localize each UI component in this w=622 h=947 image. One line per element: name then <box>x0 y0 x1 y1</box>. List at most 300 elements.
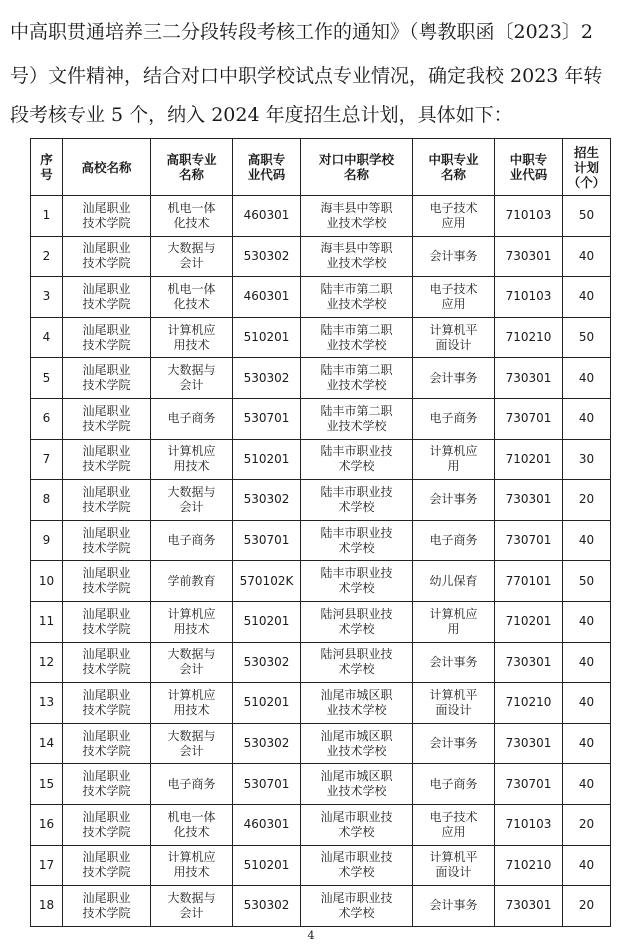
cell-text: 530302 <box>243 898 290 913</box>
cell-text: 汕尾职业 技术学院 <box>82 606 131 636</box>
cell-higher-major-code <box>233 480 301 521</box>
cell-seq-no <box>31 642 63 683</box>
cell-text: 730701 <box>505 411 552 426</box>
cell-college-name <box>63 277 151 318</box>
cell-text: 计算机平 面设计 <box>429 322 478 352</box>
cell-secondary-major-name <box>413 520 495 561</box>
cell-higher-major-code <box>233 683 301 724</box>
cell-college-name <box>63 886 151 927</box>
cell-text: 汕尾职业 技术学院 <box>82 566 131 596</box>
cell-secondary-major-code <box>495 683 563 724</box>
cell-higher-major-name <box>151 601 233 642</box>
cell-text: 陆丰市第二职 业技术学校 <box>320 281 393 311</box>
cell-text: 730701 <box>505 776 552 791</box>
cell-text: 陆丰市职业技 术学校 <box>320 566 393 596</box>
header-higher-major-code <box>233 139 301 196</box>
cell-text: 电子商务 <box>167 776 216 791</box>
cell-secondary-major-name <box>413 683 495 724</box>
cell-secondary-school-name <box>301 480 413 521</box>
cell-seq-no <box>31 398 63 439</box>
page-number: 4 <box>307 929 315 942</box>
cell-secondary-major-name <box>413 236 495 277</box>
cell-seq-no <box>31 845 63 886</box>
cell-text: 730701 <box>505 533 552 548</box>
cell-text: 40 <box>578 776 595 791</box>
cell-seq-no <box>31 561 63 602</box>
cell-higher-major-name <box>151 683 233 724</box>
header-label: 对口中职学校 名称 <box>318 152 394 182</box>
cell-text: 730301 <box>505 736 552 751</box>
cell-secondary-major-code <box>495 358 563 399</box>
header-secondary-major-name <box>413 139 495 196</box>
cell-seq-no <box>31 601 63 642</box>
cell-text: 460301 <box>243 208 290 223</box>
cell-higher-major-code <box>233 439 301 480</box>
table-row <box>31 439 611 480</box>
cell-seq-no <box>31 683 63 724</box>
cell-enrollment-quota <box>563 601 611 642</box>
cell-enrollment-quota <box>563 480 611 521</box>
cell-higher-major-code <box>233 317 301 358</box>
cell-text: 电子技术 应用 <box>429 200 478 230</box>
cell-text: 50 <box>578 330 595 345</box>
cell-text: 5 <box>42 370 51 385</box>
table-row <box>31 601 611 642</box>
cell-text: 机电一体 化技术 <box>167 281 216 311</box>
cell-higher-major-name <box>151 317 233 358</box>
cell-text: 计算机平 面设计 <box>429 850 478 880</box>
cell-text: 电子商务 <box>167 533 216 548</box>
cell-text: 大数据与 会计 <box>167 241 216 271</box>
cell-secondary-major-code <box>495 236 563 277</box>
cell-text: 汕尾市城区职 业技术学校 <box>320 728 393 758</box>
cell-higher-major-code <box>233 236 301 277</box>
table-body <box>31 196 611 927</box>
cell-enrollment-quota <box>563 764 611 805</box>
cell-text: 530302 <box>243 370 290 385</box>
cell-text: 730301 <box>505 492 552 507</box>
cell-text: 510201 <box>243 330 290 345</box>
cell-enrollment-quota <box>563 561 611 602</box>
cell-text: 陆丰市第二职 业技术学校 <box>320 322 393 352</box>
cell-text: 530302 <box>243 736 290 751</box>
cell-text: 530701 <box>243 411 290 426</box>
cell-text: 汕尾市职业技 术学校 <box>320 850 393 880</box>
cell-secondary-major-code <box>495 398 563 439</box>
cell-secondary-school-name <box>301 196 413 237</box>
cell-text: 汕尾职业 技术学院 <box>82 850 131 880</box>
cell-text: 海丰县中等职 业技术学校 <box>320 241 393 271</box>
cell-higher-major-name <box>151 723 233 764</box>
table-row <box>31 683 611 724</box>
cell-college-name <box>63 480 151 521</box>
cell-text: 陆丰市职业技 术学校 <box>320 484 393 514</box>
cell-higher-major-code <box>233 196 301 237</box>
cell-text: 2 <box>42 248 51 263</box>
cell-secondary-school-name <box>301 317 413 358</box>
cell-college-name <box>63 520 151 561</box>
cell-seq-no <box>31 764 63 805</box>
cell-text: 12 <box>38 654 55 669</box>
cell-higher-major-name <box>151 480 233 521</box>
cell-college-name <box>63 439 151 480</box>
cell-text: 710103 <box>505 817 552 832</box>
cell-text: 530701 <box>243 776 290 791</box>
cell-text: 幼儿保育 <box>429 573 478 588</box>
cell-text: 机电一体 化技术 <box>167 200 216 230</box>
cell-higher-major-name <box>151 642 233 683</box>
cell-text: 陆丰市第二职 业技术学校 <box>320 403 393 433</box>
cell-text: 3 <box>42 289 51 304</box>
cell-secondary-major-name <box>413 764 495 805</box>
table-row <box>31 764 611 805</box>
cell-text: 40 <box>578 533 595 548</box>
header-label: 招生 计划 （个） <box>567 144 606 190</box>
body-paragraph-line-3: 段考核专业 5 个，纳入 2024 年度招生总计划，具体如下： <box>10 105 513 126</box>
cell-text: 15 <box>38 776 55 791</box>
cell-text: 大数据与 会计 <box>167 890 216 920</box>
cell-text: 20 <box>578 817 595 832</box>
cell-text: 8 <box>42 492 51 507</box>
cell-text: 13 <box>38 695 55 710</box>
cell-text: 460301 <box>243 817 290 832</box>
cell-text: 11 <box>38 614 55 629</box>
cell-text: 530302 <box>243 492 290 507</box>
cell-text: 530701 <box>243 533 290 548</box>
table-row <box>31 642 611 683</box>
cell-enrollment-quota <box>563 520 611 561</box>
cell-text: 汕尾职业 技术学院 <box>82 281 131 311</box>
cell-secondary-major-code <box>495 196 563 237</box>
cell-text: 会计事务 <box>429 654 478 669</box>
cell-text: 电子商务 <box>429 411 478 426</box>
cell-higher-major-code <box>233 277 301 318</box>
cell-text: 陆丰市职业技 术学校 <box>320 525 393 555</box>
cell-text: 6 <box>42 411 51 426</box>
cell-seq-no <box>31 886 63 927</box>
cell-higher-major-name <box>151 764 233 805</box>
cell-text: 计算机应 用技术 <box>167 322 216 352</box>
cell-text: 40 <box>578 370 595 385</box>
cell-higher-major-code <box>233 642 301 683</box>
cell-secondary-major-name <box>413 601 495 642</box>
cell-seq-no <box>31 236 63 277</box>
cell-text: 40 <box>578 857 595 872</box>
cell-higher-major-code <box>233 886 301 927</box>
cell-higher-major-name <box>151 196 233 237</box>
cell-secondary-school-name <box>301 683 413 724</box>
cell-text: 710210 <box>505 695 552 710</box>
cell-text: 570102K <box>239 573 294 588</box>
cell-text: 汕尾职业 技术学院 <box>82 403 131 433</box>
cell-college-name <box>63 358 151 399</box>
table-row <box>31 520 611 561</box>
cell-secondary-school-name <box>301 764 413 805</box>
table-row <box>31 886 611 927</box>
cell-enrollment-quota <box>563 845 611 886</box>
cell-text: 大数据与 会计 <box>167 484 216 514</box>
cell-secondary-major-name <box>413 804 495 845</box>
cell-enrollment-quota <box>563 683 611 724</box>
cell-text: 730301 <box>505 898 552 913</box>
cell-text: 50 <box>578 573 595 588</box>
cell-text: 710210 <box>505 330 552 345</box>
cell-text: 4 <box>42 330 51 345</box>
cell-text: 710103 <box>505 289 552 304</box>
cell-secondary-school-name <box>301 561 413 602</box>
cell-text: 海丰县中等职 业技术学校 <box>320 200 393 230</box>
table-row <box>31 236 611 277</box>
cell-seq-no <box>31 804 63 845</box>
cell-text: 汕尾职业 技术学院 <box>82 647 131 677</box>
cell-seq-no <box>31 723 63 764</box>
cell-text: 40 <box>578 695 595 710</box>
cell-secondary-school-name <box>301 439 413 480</box>
cell-enrollment-quota <box>563 804 611 845</box>
cell-seq-no <box>31 196 63 237</box>
cell-text: 陆丰市职业技 术学校 <box>320 444 393 474</box>
cell-secondary-major-code <box>495 277 563 318</box>
cell-enrollment-quota <box>563 642 611 683</box>
cell-higher-major-code <box>233 398 301 439</box>
table-row <box>31 317 611 358</box>
header-label: 序 号 <box>40 152 53 182</box>
cell-text: 电子商务 <box>167 411 216 426</box>
cell-text: 电子商务 <box>429 533 478 548</box>
cell-text: 510201 <box>243 695 290 710</box>
header-higher-major-name <box>151 139 233 196</box>
cell-college-name <box>63 683 151 724</box>
cell-college-name <box>63 845 151 886</box>
body-paragraph-line-2: 号）文件精神，结合对口中职学校试点专业情况，确定我校 2023 年转 <box>10 66 603 87</box>
cell-text: 陆河县职业技 术学校 <box>320 647 393 677</box>
cell-enrollment-quota <box>563 196 611 237</box>
cell-text: 大数据与 会计 <box>167 647 216 677</box>
cell-secondary-school-name <box>301 236 413 277</box>
cell-enrollment-quota <box>563 277 611 318</box>
cell-higher-major-code <box>233 561 301 602</box>
cell-text: 计算机应 用 <box>429 606 478 636</box>
cell-secondary-major-name <box>413 845 495 886</box>
cell-higher-major-code <box>233 358 301 399</box>
cell-text: 510201 <box>243 614 290 629</box>
cell-text: 大数据与 会计 <box>167 363 216 393</box>
cell-text: 7 <box>42 451 51 466</box>
cell-seq-no <box>31 358 63 399</box>
cell-enrollment-quota <box>563 886 611 927</box>
cell-text: 电子技术 应用 <box>429 809 478 839</box>
cell-text: 汕尾职业 技术学院 <box>82 200 131 230</box>
cell-higher-major-name <box>151 845 233 886</box>
header-enrollment-quota <box>563 139 611 196</box>
cell-text: 电子商务 <box>429 776 478 791</box>
header-college-name <box>63 139 151 196</box>
cell-college-name <box>63 561 151 602</box>
cell-college-name <box>63 317 151 358</box>
cell-higher-major-name <box>151 358 233 399</box>
cell-text: 汕尾职业 技术学院 <box>82 687 131 717</box>
cell-enrollment-quota <box>563 723 611 764</box>
cell-text: 电子技术 应用 <box>429 281 478 311</box>
cell-text: 汕尾职业 技术学院 <box>82 728 131 758</box>
cell-enrollment-quota <box>563 439 611 480</box>
cell-higher-major-name <box>151 561 233 602</box>
cell-secondary-major-name <box>413 196 495 237</box>
cell-college-name <box>63 236 151 277</box>
cell-text: 会计事务 <box>429 898 478 913</box>
cell-secondary-school-name <box>301 520 413 561</box>
cell-secondary-major-code <box>495 439 563 480</box>
cell-higher-major-code <box>233 601 301 642</box>
cell-text: 16 <box>38 817 55 832</box>
cell-text: 学前教育 <box>167 573 216 588</box>
cell-text: 计算机应 用技术 <box>167 444 216 474</box>
header-label: 高职专 业代码 <box>247 152 286 182</box>
cell-text: 会计事务 <box>429 492 478 507</box>
cell-higher-major-code <box>233 723 301 764</box>
cell-college-name <box>63 398 151 439</box>
table-row <box>31 277 611 318</box>
cell-higher-major-name <box>151 236 233 277</box>
header-label: 高职专业 名称 <box>166 152 217 182</box>
cell-secondary-school-name <box>301 886 413 927</box>
table-header-row <box>31 139 611 196</box>
cell-text: 汕尾职业 技术学院 <box>82 363 131 393</box>
cell-higher-major-code <box>233 764 301 805</box>
cell-text: 20 <box>578 898 595 913</box>
cell-text: 汕尾市城区职 业技术学校 <box>320 769 393 799</box>
enrollment-plan-table <box>30 138 611 927</box>
cell-text: 陆河县职业技 术学校 <box>320 606 393 636</box>
body-paragraph-line-1: 中高职贯通培养三二分段转段考核工作的通知》（粤教职函〔2023〕2 <box>10 22 593 43</box>
cell-secondary-school-name <box>301 398 413 439</box>
cell-text: 18 <box>38 898 55 913</box>
cell-secondary-school-name <box>301 277 413 318</box>
cell-text: 计算机应 用 <box>429 444 478 474</box>
cell-enrollment-quota <box>563 358 611 399</box>
cell-higher-major-name <box>151 439 233 480</box>
cell-secondary-school-name <box>301 358 413 399</box>
cell-higher-major-code <box>233 845 301 886</box>
cell-enrollment-quota <box>563 317 611 358</box>
cell-text: 汕尾职业 技术学院 <box>82 484 131 514</box>
cell-secondary-major-code <box>495 804 563 845</box>
cell-college-name <box>63 642 151 683</box>
header-label: 中职专 业代码 <box>509 152 548 182</box>
cell-text: 50 <box>578 208 595 223</box>
cell-text: 710103 <box>505 208 552 223</box>
cell-secondary-school-name <box>301 804 413 845</box>
cell-college-name <box>63 601 151 642</box>
cell-text: 40 <box>578 614 595 629</box>
cell-text: 20 <box>578 492 595 507</box>
cell-higher-major-name <box>151 398 233 439</box>
cell-text: 40 <box>578 736 595 751</box>
cell-text: 汕尾职业 技术学院 <box>82 890 131 920</box>
header-label: 中职专业 名称 <box>428 152 479 182</box>
table-row <box>31 196 611 237</box>
cell-secondary-school-name <box>301 642 413 683</box>
cell-text: 机电一体 化技术 <box>167 809 216 839</box>
cell-text: 510201 <box>243 451 290 466</box>
cell-secondary-major-code <box>495 520 563 561</box>
cell-secondary-major-name <box>413 886 495 927</box>
cell-secondary-school-name <box>301 845 413 886</box>
cell-college-name <box>63 723 151 764</box>
header-label: 高校名称 <box>81 159 132 175</box>
cell-secondary-major-name <box>413 642 495 683</box>
cell-text: 14 <box>38 736 55 751</box>
table-row <box>31 723 611 764</box>
cell-enrollment-quota <box>563 236 611 277</box>
cell-text: 530302 <box>243 654 290 669</box>
table-row <box>31 845 611 886</box>
cell-text: 40 <box>578 248 595 263</box>
cell-secondary-major-code <box>495 886 563 927</box>
cell-text: 40 <box>578 654 595 669</box>
cell-text: 会计事务 <box>429 248 478 263</box>
table-row <box>31 804 611 845</box>
cell-text: 计算机应 用技术 <box>167 850 216 880</box>
table-row <box>31 561 611 602</box>
cell-higher-major-name <box>151 886 233 927</box>
cell-text: 730301 <box>505 248 552 263</box>
cell-college-name <box>63 804 151 845</box>
cell-text: 1 <box>42 208 51 223</box>
cell-secondary-major-code <box>495 723 563 764</box>
cell-college-name <box>63 196 151 237</box>
cell-text: 460301 <box>243 289 290 304</box>
table-row <box>31 480 611 521</box>
cell-text: 计算机平 面设计 <box>429 687 478 717</box>
cell-higher-major-name <box>151 520 233 561</box>
cell-text: 30 <box>578 451 595 466</box>
cell-text: 汕尾市职业技 术学校 <box>320 890 393 920</box>
cell-text: 汕尾职业 技术学院 <box>82 769 131 799</box>
cell-secondary-major-name <box>413 439 495 480</box>
cell-text: 17 <box>38 857 55 872</box>
cell-text: 计算机应 用技术 <box>167 687 216 717</box>
cell-secondary-major-name <box>413 561 495 602</box>
cell-text: 10 <box>38 573 55 588</box>
cell-text: 510201 <box>243 857 290 872</box>
cell-secondary-school-name <box>301 601 413 642</box>
cell-secondary-major-name <box>413 398 495 439</box>
cell-text: 9 <box>42 533 51 548</box>
cell-text: 730301 <box>505 654 552 669</box>
cell-text: 陆丰市第二职 业技术学校 <box>320 363 393 393</box>
cell-secondary-major-code <box>495 764 563 805</box>
cell-higher-major-code <box>233 520 301 561</box>
table-row <box>31 358 611 399</box>
cell-secondary-major-code <box>495 317 563 358</box>
cell-secondary-major-code <box>495 642 563 683</box>
cell-text: 汕尾职业 技术学院 <box>82 322 131 352</box>
cell-text: 530302 <box>243 248 290 263</box>
cell-secondary-major-name <box>413 480 495 521</box>
cell-text: 40 <box>578 411 595 426</box>
cell-text: 汕尾市职业技 术学校 <box>320 809 393 839</box>
cell-secondary-major-name <box>413 317 495 358</box>
cell-seq-no <box>31 317 63 358</box>
cell-secondary-major-code <box>495 561 563 602</box>
header-secondary-major-code <box>495 139 563 196</box>
cell-text: 汕尾职业 技术学院 <box>82 444 131 474</box>
cell-secondary-major-name <box>413 277 495 318</box>
cell-seq-no <box>31 439 63 480</box>
cell-text: 730301 <box>505 370 552 385</box>
cell-text: 计算机应 用技术 <box>167 606 216 636</box>
